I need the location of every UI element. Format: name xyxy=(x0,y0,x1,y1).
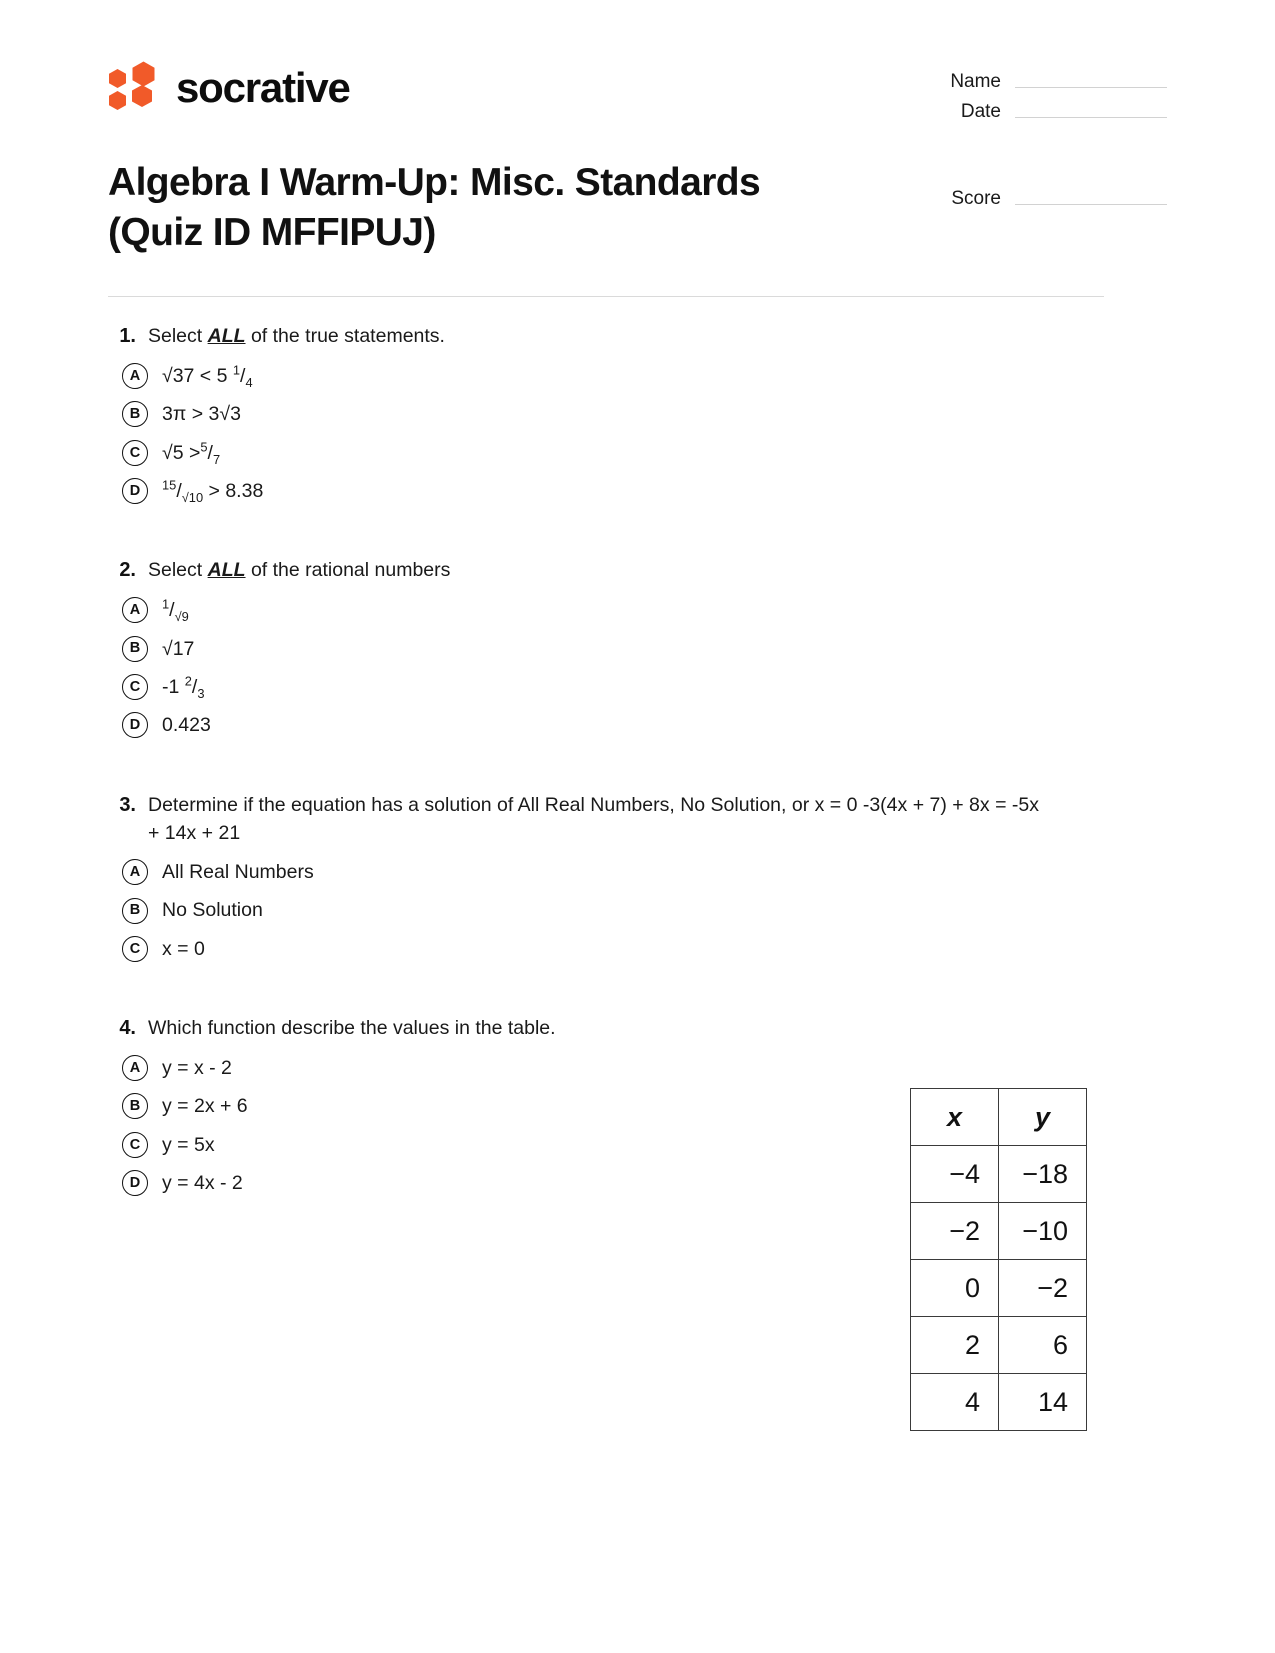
cell-y: −2 xyxy=(999,1260,1087,1317)
question-3-number: 3. xyxy=(119,793,136,816)
choice-bubble-a[interactable]: A xyxy=(122,363,148,389)
choice-label-a: $^1/_{√9}$ xyxy=(162,596,189,625)
choice-bubble-c[interactable]: C xyxy=(122,440,148,466)
header-divider xyxy=(108,296,1104,297)
choice-label-b: √17 xyxy=(162,637,195,660)
q1-prompt-emphasis: ALL xyxy=(207,325,246,347)
question-3-choice-c[interactable] xyxy=(108,936,1104,962)
q1-prompt-after: of the true statements. xyxy=(245,325,445,347)
choice-label-c: -1 $^2/_3$ xyxy=(162,673,205,701)
table-row xyxy=(911,1260,1087,1317)
choice-bubble-b[interactable]: B xyxy=(122,898,148,924)
q1-prompt-before: Select xyxy=(148,325,208,347)
name-field-row xyxy=(927,72,1167,91)
choice-bubble-d[interactable]: D xyxy=(122,1170,148,1196)
question-3-choice-b[interactable] xyxy=(108,897,1104,923)
name-write-line[interactable] xyxy=(1015,87,1167,88)
cell-y: −10 xyxy=(999,1203,1087,1260)
choice-label-a: √37 < 5 $^1/_4$ xyxy=(162,362,253,390)
choice-bubble-c[interactable]: C xyxy=(122,1132,148,1158)
values-table xyxy=(910,1088,1087,1431)
question-3-head xyxy=(108,791,1104,848)
date-field-row xyxy=(927,102,1167,121)
table-header-y: y xyxy=(999,1089,1087,1146)
table-header-row xyxy=(911,1089,1087,1146)
choice-bubble-b[interactable]: B xyxy=(122,401,148,427)
cell-x: 0 xyxy=(911,1260,999,1317)
cell-y: 6 xyxy=(999,1317,1087,1374)
question-3-choice-a[interactable] xyxy=(108,859,1104,885)
question-3 xyxy=(108,791,1104,962)
cell-y: −18 xyxy=(999,1146,1087,1203)
choice-label-b: No Solution xyxy=(162,899,263,922)
cell-x: 2 xyxy=(911,1317,999,1374)
socrative-hexagon-icon xyxy=(108,62,160,114)
table-row xyxy=(911,1203,1087,1260)
question-1 xyxy=(108,322,1104,504)
score-label: Score xyxy=(951,188,1001,209)
page-title: Algebra I Warm-Up: Misc. Standards (Quiz ID MFFIPUJ) xyxy=(108,161,761,254)
question-2-choice-a[interactable] xyxy=(108,597,1104,623)
table-body xyxy=(911,1146,1087,1431)
score-write-line[interactable] xyxy=(1015,204,1167,205)
question-1-choice-d[interactable] xyxy=(108,478,1104,504)
choice-label-c: y = 5x xyxy=(162,1133,215,1156)
question-1-choice-c[interactable] xyxy=(108,440,1104,466)
question-4-choice-a[interactable] xyxy=(108,1055,1104,1081)
name-label: Name xyxy=(950,71,1001,92)
choice-label-d: 0.423 xyxy=(162,714,211,737)
question-1-choice-a[interactable] xyxy=(108,363,1104,389)
choice-bubble-d[interactable]: D xyxy=(122,478,148,504)
choice-label-b: y = 2x + 6 xyxy=(162,1095,248,1118)
choice-label-a: y = x - 2 xyxy=(162,1056,232,1079)
cell-y: 14 xyxy=(999,1374,1087,1431)
choice-bubble-a[interactable]: A xyxy=(122,597,148,623)
q2-prompt-before: Select xyxy=(148,559,208,582)
choice-bubble-a[interactable]: A xyxy=(122,859,148,885)
choice-label-c: x = 0 xyxy=(162,937,205,960)
question-4-number: 4. xyxy=(119,1016,136,1039)
choice-label-c: $√5 >^5/_7$ xyxy=(162,439,221,467)
question-2-head xyxy=(108,556,1104,585)
brand-logo xyxy=(108,62,350,114)
choice-bubble-c[interactable]: C xyxy=(122,936,148,962)
choice-bubble-b[interactable]: B xyxy=(122,636,148,662)
question-2-choice-d[interactable] xyxy=(108,712,1104,738)
question-4-prompt: Which function describe the values in the table. xyxy=(148,1016,556,1039)
q2-prompt-after: of the rational numbers xyxy=(245,559,451,582)
student-info-block xyxy=(927,72,1167,219)
cell-x: −4 xyxy=(911,1146,999,1203)
choice-label-d: $^{15}/_{√10} > 8.38$ xyxy=(162,477,264,505)
choice-bubble-b[interactable]: B xyxy=(122,1093,148,1119)
table-row xyxy=(911,1374,1087,1431)
table-row xyxy=(911,1146,1087,1203)
brand-wordmark: socrative xyxy=(176,64,350,111)
question-1-number: 1. xyxy=(119,325,136,347)
table-header-x: x xyxy=(911,1089,999,1146)
choice-bubble-c[interactable]: C xyxy=(122,674,148,700)
question-2-number: 2. xyxy=(119,559,136,582)
choice-bubble-a[interactable]: A xyxy=(122,1055,148,1081)
q2-prompt-emphasis: ALL xyxy=(207,559,246,582)
question-1-prompt xyxy=(148,322,445,350)
cell-x: −2 xyxy=(911,1203,999,1260)
choice-label-a: All Real Numbers xyxy=(162,861,314,884)
question-3-prompt: Determine if the equation has a solution of All Real Numbers, No Solution, or x = 0 -3(4x + 7) + 8x = -5x + 14x + 21 xyxy=(148,793,1039,844)
cell-x: 4 xyxy=(911,1374,999,1431)
choice-label-d: y = 4x - 2 xyxy=(162,1171,243,1194)
date-write-line[interactable] xyxy=(1015,117,1167,118)
question-2-choice-c[interactable] xyxy=(108,674,1104,700)
choice-label-b: 3π > 3√3 xyxy=(162,403,241,426)
question-1-head xyxy=(108,322,1104,351)
date-label: Date xyxy=(960,101,1001,122)
question-2-prompt xyxy=(148,556,450,584)
question-2 xyxy=(108,556,1104,738)
table-row xyxy=(911,1317,1087,1374)
question-4-head xyxy=(108,1014,1104,1043)
question-1-choice-b[interactable] xyxy=(108,401,1104,427)
choice-bubble-d[interactable]: D xyxy=(122,712,148,738)
score-field-row xyxy=(927,189,1167,208)
question-2-choice-b[interactable] xyxy=(108,636,1104,662)
